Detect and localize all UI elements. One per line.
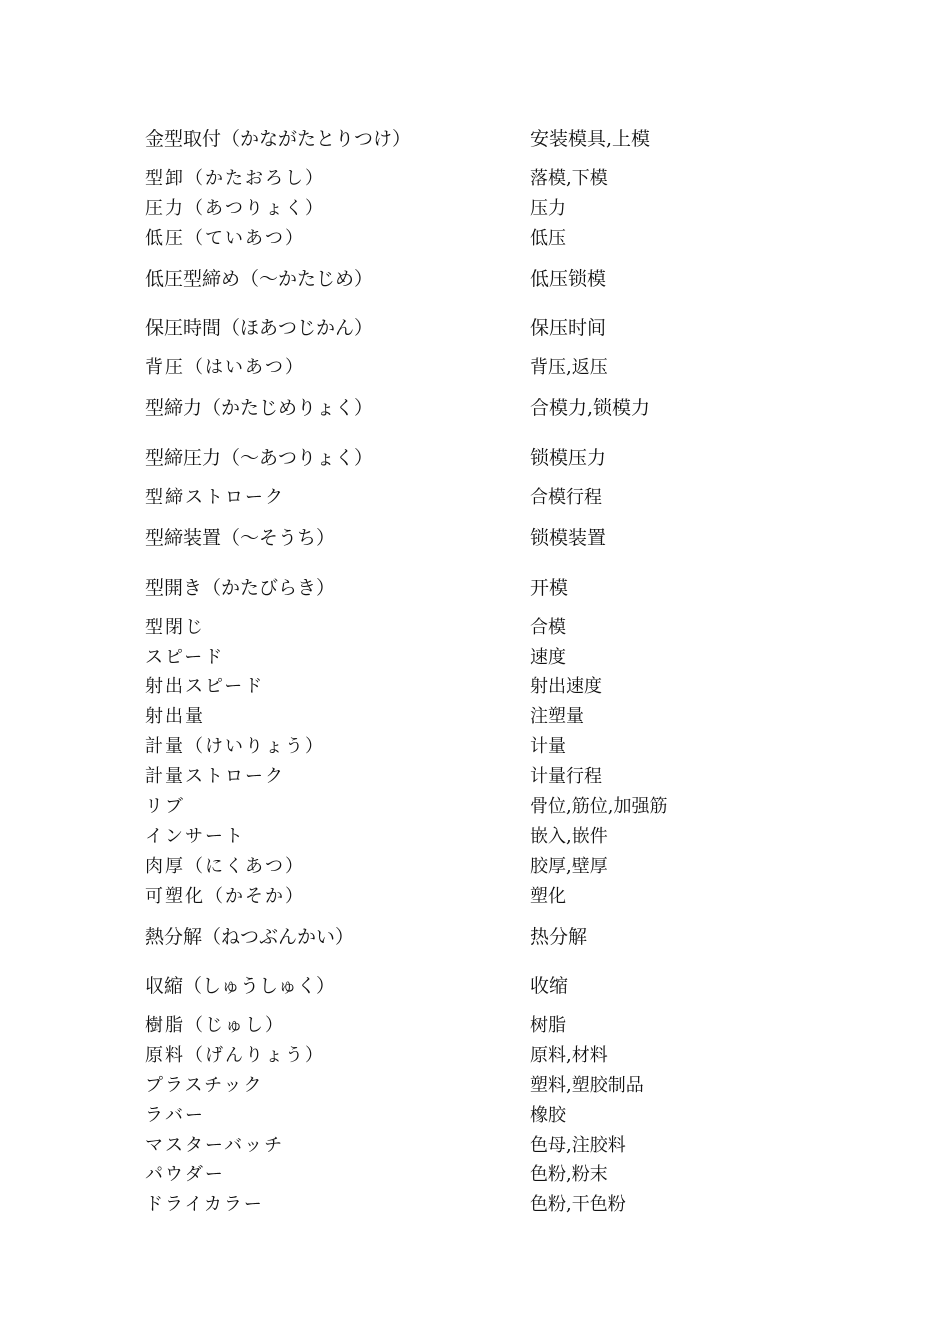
glossary-row xyxy=(145,393,845,423)
japanese-term: 型締ストローク xyxy=(145,487,285,508)
chinese-term: 注塑量 xyxy=(530,706,584,727)
glossary-row xyxy=(145,443,845,473)
japanese-term: 射出量 xyxy=(145,706,205,727)
japanese-term: マスターバッチ xyxy=(145,1135,285,1156)
glossary-row xyxy=(145,971,845,1001)
japanese-term: リブ xyxy=(145,796,185,817)
chinese-term: 计量行程 xyxy=(530,766,602,787)
chinese-term: 塑料,塑胶制品 xyxy=(530,1075,644,1096)
japanese-term: 樹脂（じゅし） xyxy=(145,1015,285,1036)
japanese-term: 低圧（ていあつ） xyxy=(145,228,305,249)
glossary-row xyxy=(145,483,845,513)
glossary-row xyxy=(145,732,845,762)
glossary-row xyxy=(145,353,845,383)
chinese-term: 树脂 xyxy=(530,1015,566,1036)
japanese-term: 射出スピード xyxy=(145,676,265,697)
japanese-term: 収縮（しゅうしゅく） xyxy=(145,975,336,997)
japanese-term: 肉厚（にくあつ） xyxy=(145,856,305,877)
glossary-row xyxy=(145,573,845,603)
japanese-term: ラバー xyxy=(145,1105,205,1126)
glossary-row xyxy=(145,264,845,294)
chinese-term: 低压 xyxy=(530,228,566,249)
chinese-term: 合模力,锁模力 xyxy=(530,397,651,419)
japanese-term: 型締力（かたじめりょく） xyxy=(145,397,374,419)
glossary-row xyxy=(145,922,845,952)
chinese-term: 开模 xyxy=(530,577,569,599)
chinese-term: 色粉,干色粉 xyxy=(530,1194,626,1215)
chinese-term: 低压锁模 xyxy=(530,268,607,290)
chinese-term: 落模,下模 xyxy=(530,168,608,189)
glossary-row xyxy=(145,523,845,553)
glossary-row xyxy=(145,164,845,194)
glossary-row xyxy=(145,822,845,852)
chinese-term: 压力 xyxy=(530,198,566,219)
japanese-term: 金型取付（かながたとりつけ） xyxy=(145,128,412,150)
glossary-row xyxy=(145,194,845,224)
chinese-term: 胶厚,壁厚 xyxy=(530,856,608,877)
japanese-term: 圧力（あつりょく） xyxy=(145,198,325,219)
glossary-row xyxy=(145,224,845,254)
japanese-term: パウダー xyxy=(145,1164,225,1185)
chinese-term: 热分解 xyxy=(530,926,588,948)
glossary-row xyxy=(145,1011,845,1041)
chinese-term: 原料,材料 xyxy=(530,1045,608,1066)
japanese-term: 型卸（かたおろし） xyxy=(145,168,325,189)
glossary-row xyxy=(145,1071,845,1101)
chinese-term: 锁模装置 xyxy=(530,527,607,549)
japanese-term: 型開き（かたびらき） xyxy=(145,577,336,599)
chinese-term: 背压,返压 xyxy=(530,357,608,378)
chinese-term: 收缩 xyxy=(530,975,569,997)
glossary-row xyxy=(145,1131,845,1161)
japanese-term: スピード xyxy=(145,647,225,668)
glossary-row xyxy=(145,762,845,792)
chinese-term: 嵌入,嵌件 xyxy=(530,826,608,847)
japanese-term: 型締圧力（〜あつりょく） xyxy=(145,447,374,469)
chinese-term: 计量 xyxy=(530,736,566,757)
chinese-term: 色粉,粉末 xyxy=(530,1164,608,1185)
japanese-term: 計量ストローク xyxy=(145,766,285,787)
japanese-term: 型締装置（〜そうち） xyxy=(145,527,336,549)
japanese-term: 型閉じ xyxy=(145,617,205,638)
japanese-term: ドライカラー xyxy=(145,1194,264,1215)
glossary-row xyxy=(145,1160,845,1190)
japanese-term: 熱分解（ねつぶんかい） xyxy=(145,926,355,948)
chinese-term: 橡胶 xyxy=(530,1105,566,1126)
chinese-term: 锁模压力 xyxy=(530,447,607,469)
japanese-term: 低圧型締め（〜かたじめ） xyxy=(145,268,374,290)
chinese-term: 保压时间 xyxy=(530,317,607,339)
japanese-term: 保圧時間（ほあつじかん） xyxy=(145,317,374,339)
glossary-row xyxy=(145,124,845,154)
japanese-term: プラスチック xyxy=(145,1075,264,1096)
japanese-term: 可塑化（かそか） xyxy=(145,886,305,907)
glossary-row xyxy=(145,313,845,343)
glossary-row xyxy=(145,1041,845,1071)
japanese-term: インサート xyxy=(145,826,245,847)
chinese-term: 合模 xyxy=(530,617,566,638)
glossary-row xyxy=(145,792,845,822)
chinese-term: 合模行程 xyxy=(530,487,602,508)
glossary-row xyxy=(145,882,845,912)
glossary-row xyxy=(145,643,845,673)
japanese-term: 背圧（はいあつ） xyxy=(145,357,305,378)
chinese-term: 塑化 xyxy=(530,886,566,907)
glossary-row xyxy=(145,613,845,643)
chinese-term: 安装模具,上模 xyxy=(530,128,651,150)
chinese-term: 速度 xyxy=(530,647,566,668)
chinese-term: 骨位,筋位,加强筋 xyxy=(530,796,668,817)
glossary-row xyxy=(145,1190,845,1220)
glossary-row xyxy=(145,852,845,882)
chinese-term: 色母,注胶料 xyxy=(530,1135,626,1156)
japanese-term: 原料（げんりょう） xyxy=(145,1045,325,1066)
glossary-table xyxy=(145,0,845,1344)
glossary-row xyxy=(145,672,845,702)
japanese-term: 計量（けいりょう） xyxy=(145,736,325,757)
glossary-row xyxy=(145,1101,845,1131)
chinese-term: 射出速度 xyxy=(530,676,602,697)
glossary-row xyxy=(145,702,845,732)
